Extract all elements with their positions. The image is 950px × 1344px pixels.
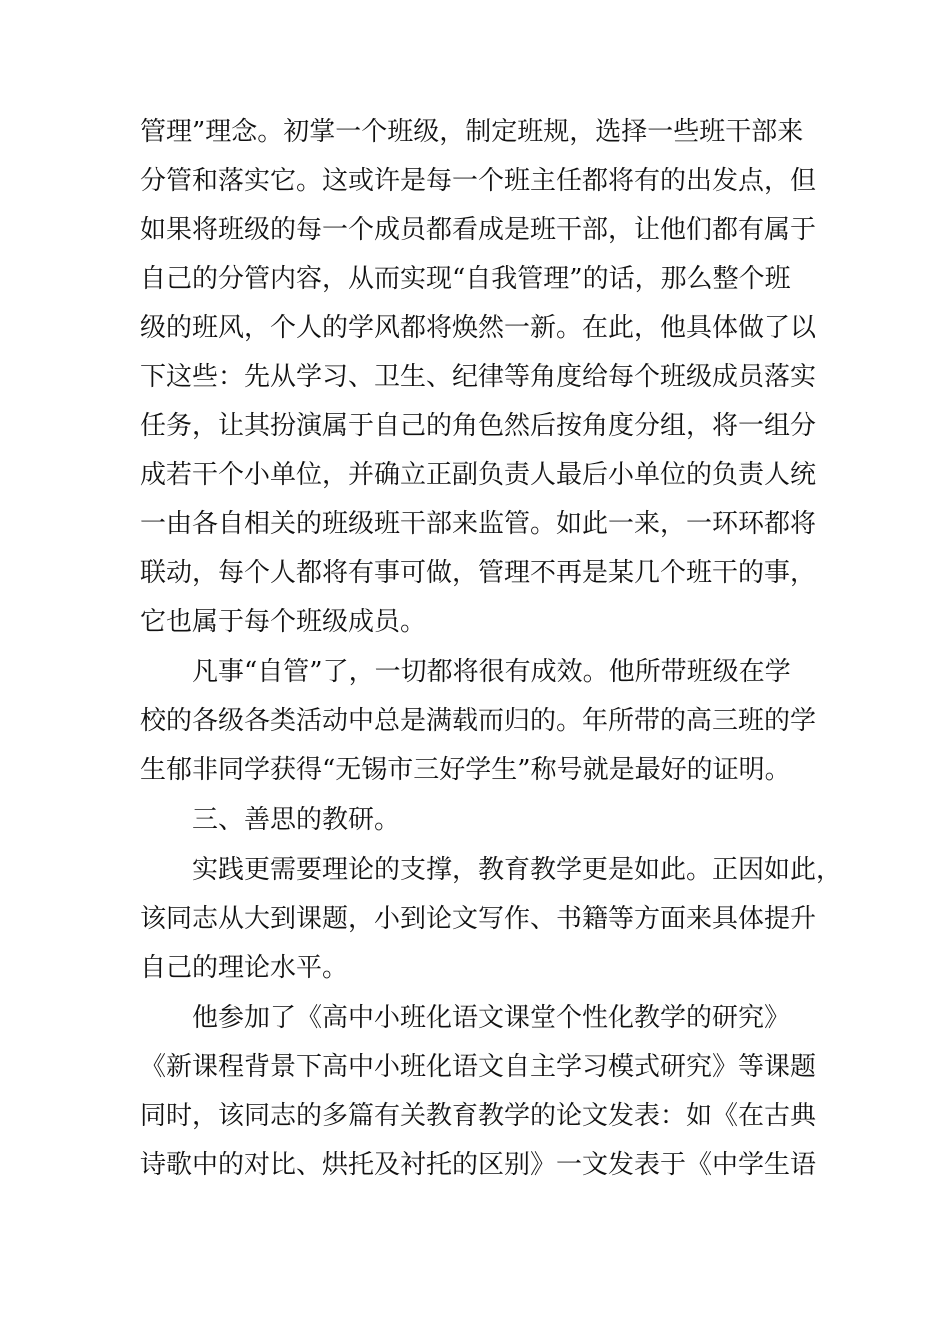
paragraph-5-line-4: 诗歌中的对比、烘托及衬托的区别》一文发表于《中学生语 — [140, 1150, 817, 1180]
paragraph-1-line-1: 管理”理念。初掌一个班级，制定班规，选择一些班干部来 — [140, 117, 804, 147]
paragraph-5-line-2: 《新课程背景下高中小班化语文自主学习模式研究》等课题 — [140, 1052, 817, 1082]
paragraph-1-line-9: 一由各自相关的班级班干部来监管。如此一来，一环环都将 — [140, 509, 817, 539]
paragraph-1-line-3: 如果将班级的每一个成员都看成是班干部，让他们都有属于 — [140, 215, 817, 245]
paragraph-4-line-1: 实践更需要理论的支撑，教育教学更是如此。正因如此， — [192, 855, 843, 885]
paragraph-1-line-11: 它也属于每个班级成员。 — [140, 607, 427, 637]
section-heading-3: 三、善思的教研。 — [192, 805, 401, 835]
paragraph-1-line-6: 下这些：先从学习、卫生、纪律等角度给每个班级成员落实 — [140, 362, 817, 392]
paragraph-2-line-3: 生郁非同学获得“无锡市三好学生”称号就是最好的证明。 — [140, 755, 791, 785]
paragraph-5-line-3: 同时，该同志的多篇有关教育教学的论文发表：如《在古典 — [140, 1101, 817, 1131]
paragraph-2-line-1: 凡事“自管”了，一切都将很有成效。他所带班级在学 — [192, 657, 791, 687]
paragraph-5-line-1: 他参加了《高中小班化语文课堂个性化教学的研究》 — [192, 1003, 791, 1033]
document-body — [140, 108, 843, 1190]
paragraph-1-line-8: 成若干个小单位，并确立正副负责人最后小单位的负责人统 — [140, 460, 817, 490]
paragraph-4-line-2: 该同志从大到课题，小到论文写作、书籍等方面来具体提升 — [140, 904, 817, 934]
paragraph-1-line-5: 级的班风，个人的学风都将焕然一新。在此，他具体做了以 — [140, 313, 817, 343]
paragraph-1-line-4: 自己的分管内容，从而实现“自我管理”的话，那么整个班 — [140, 264, 791, 294]
paragraph-1-line-2: 分管和落实它。这或许是每一个班主任都将有的出发点，但 — [140, 166, 817, 196]
paragraph-4-line-3: 自己的理论水平。 — [140, 953, 349, 983]
paragraph-1-line-10: 联动，每个人都将有事可做，管理不再是某几个班干的事， — [140, 558, 817, 588]
paragraph-2-line-2: 校的各级各类活动中总是满载而归的。年所带的高三班的学 — [140, 706, 817, 736]
paragraph-1-line-7: 任务，让其扮演属于自己的角色然后按角度分组，将一组分 — [140, 411, 817, 441]
